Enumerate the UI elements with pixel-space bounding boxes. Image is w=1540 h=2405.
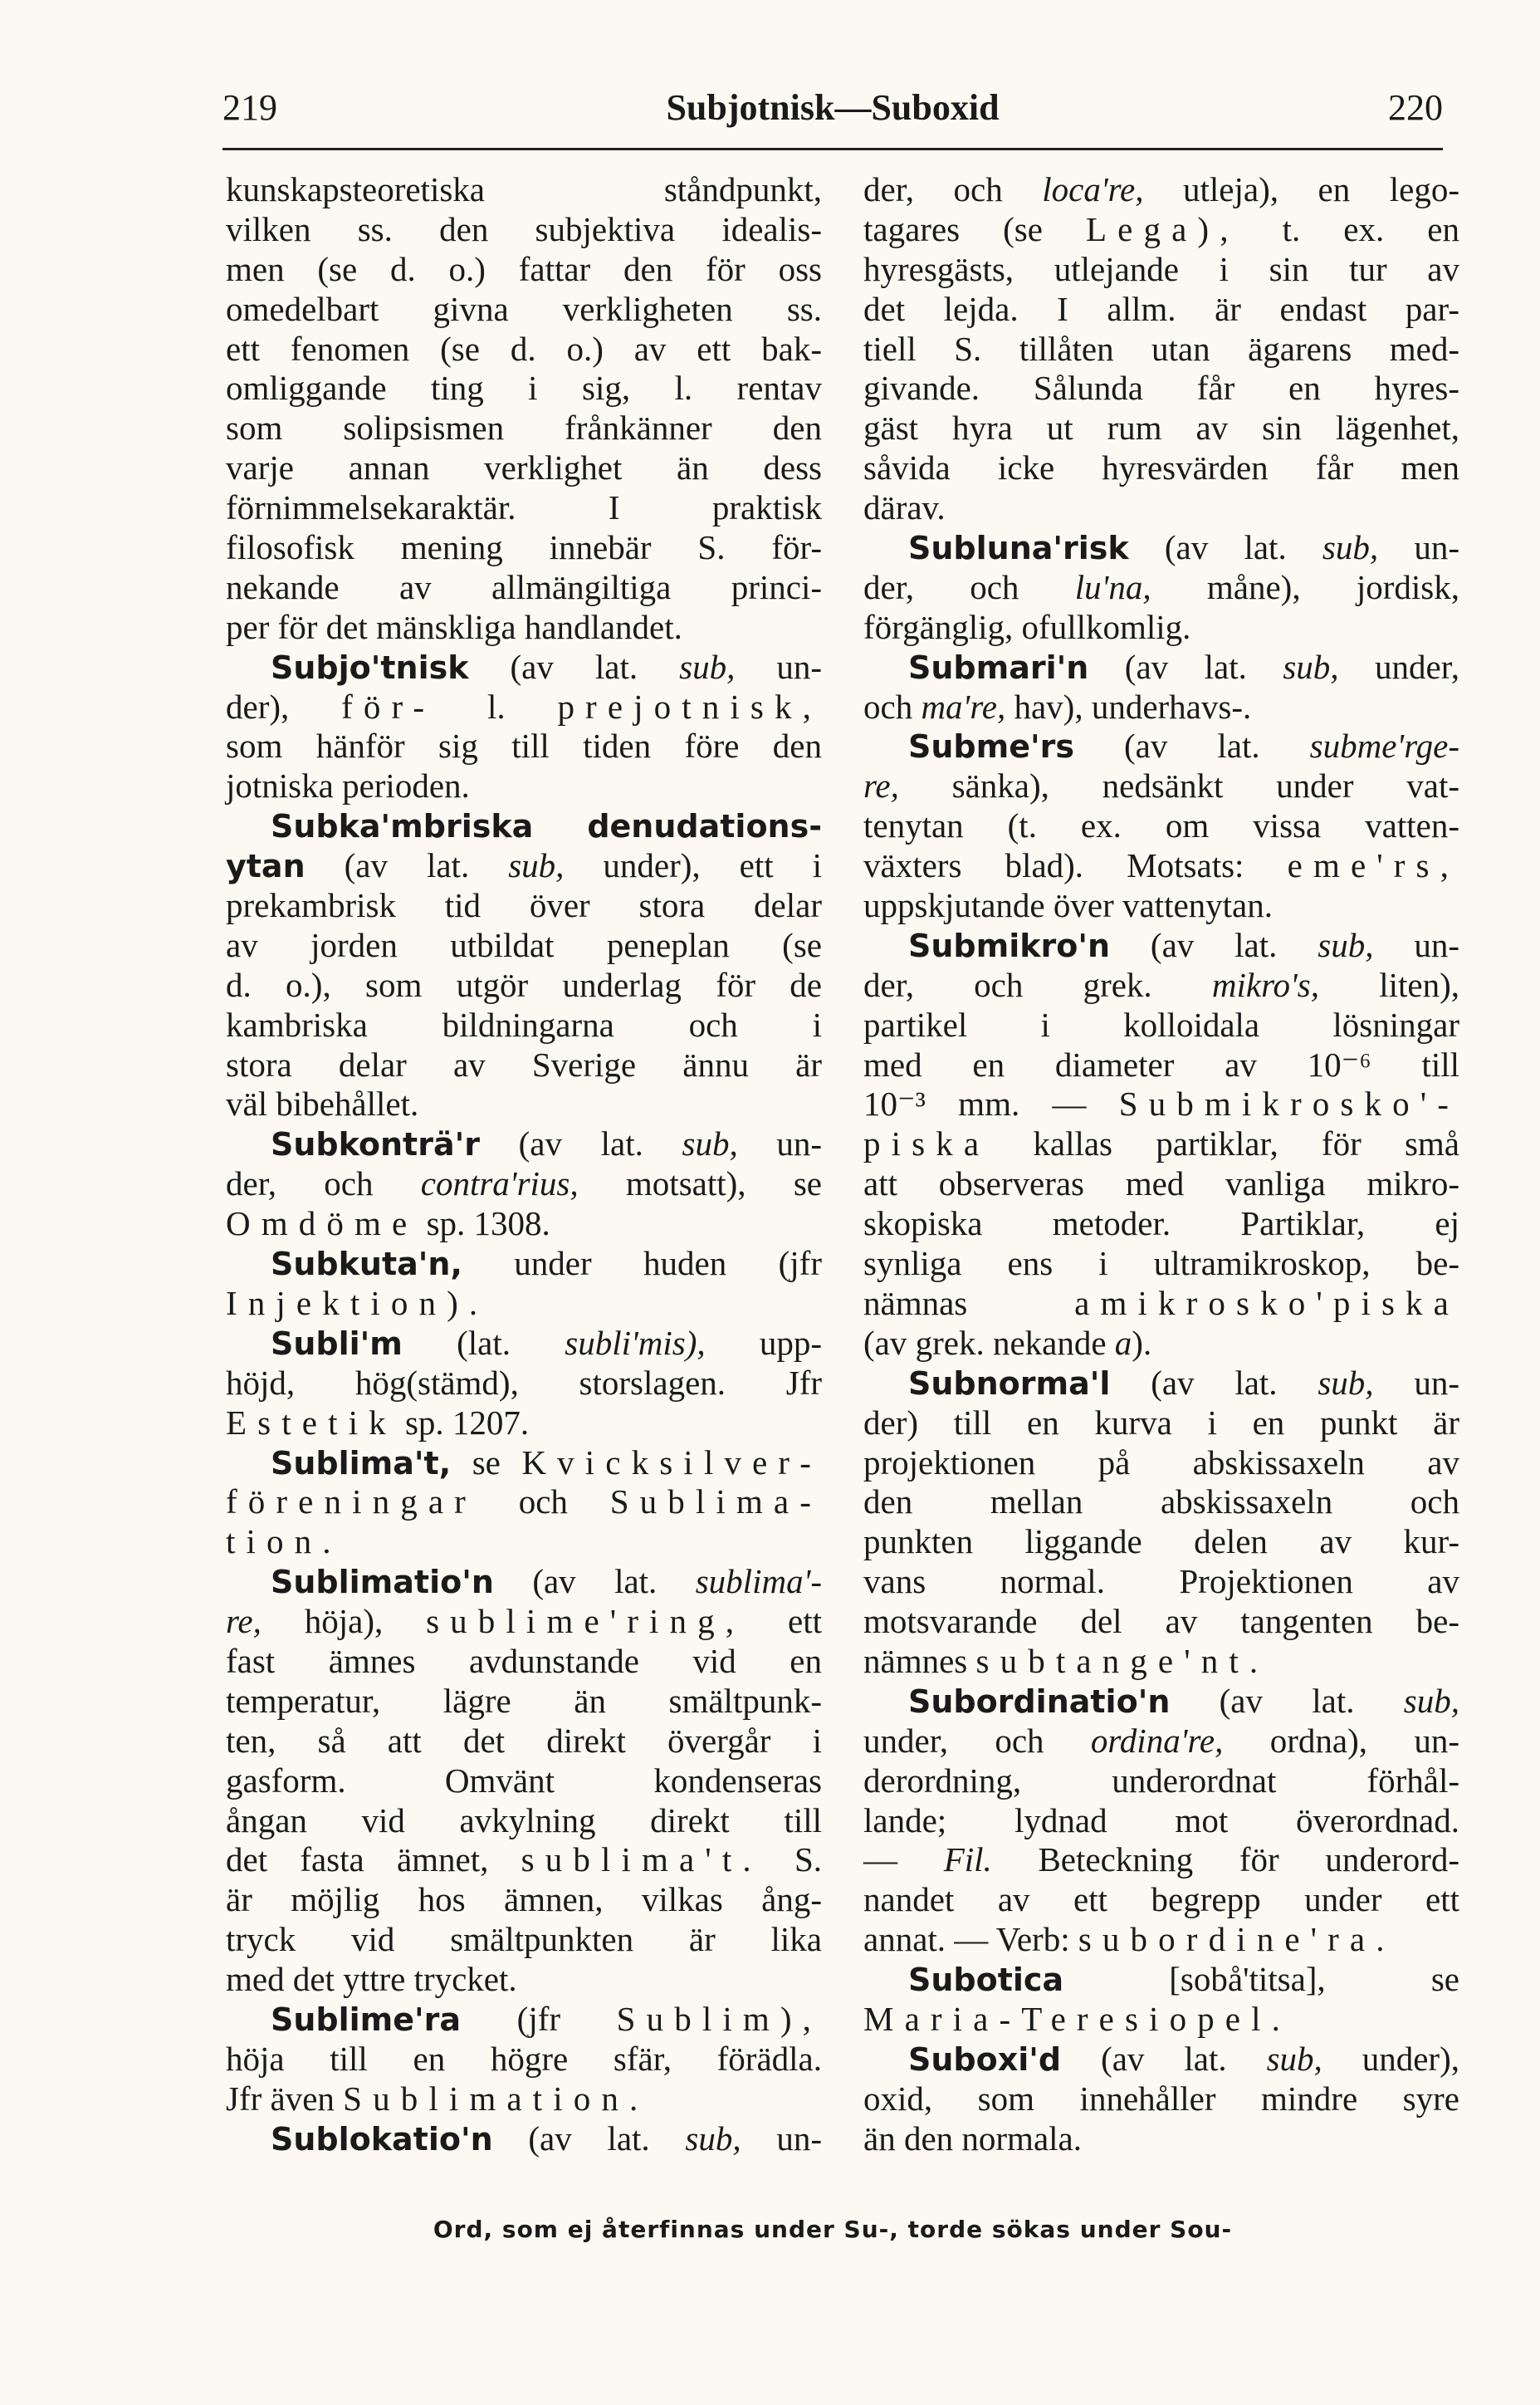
body-text: (av lat. — [305, 846, 509, 885]
spaced-reference: Estetik — [226, 1403, 397, 1442]
body-text: höjd, hög(stämd), storslagen. Jfr — [226, 1363, 822, 1402]
italic-text: sub, — [1283, 647, 1339, 686]
body-text: — — [863, 1840, 944, 1879]
spaced-reference: Injektion). — [226, 1283, 489, 1322]
headword: Subka'mbriska denudations- — [271, 808, 822, 845]
text-line — [863, 2079, 1459, 2119]
body-text: är möjlig hos ämnen, vilkas ång- — [226, 1880, 822, 1919]
italic-text: ordina're, — [1090, 1721, 1224, 1760]
text-line — [226, 1840, 822, 1880]
spaced-reference: Maria-Teresiopel. — [863, 1999, 1292, 2038]
headword: Subjo'tnisk — [271, 649, 469, 686]
entry-headword-line — [863, 1682, 1459, 1722]
body-text: S. — [761, 1840, 822, 1879]
text-line — [863, 1602, 1459, 1642]
body-text: derordning, underordnat förhål- — [863, 1761, 1459, 1800]
text-line — [226, 1006, 822, 1046]
text-line — [863, 1840, 1459, 1880]
text-line — [863, 170, 1459, 210]
body-text: under), — [1322, 2039, 1459, 2078]
body-text: kunskapsteoretiska ståndpunkt, — [226, 170, 822, 208]
text-line — [863, 846, 1459, 886]
text-line — [226, 1364, 822, 1403]
body-text: såvida icke hyresvärden får men — [863, 448, 1459, 487]
body-text: sp. 1207. — [396, 1403, 530, 1442]
body-text: växters blad). Motsats: — [863, 846, 1288, 885]
body-text: under huden (jfr — [462, 1244, 822, 1283]
body-text: tagares (se — [863, 209, 1086, 248]
body-text: tryck vid smältpunkten är lika — [226, 1920, 822, 1959]
text-line — [863, 1801, 1459, 1841]
entry-headword-line — [863, 926, 1459, 966]
text-line — [226, 170, 822, 210]
text-line — [863, 767, 1459, 806]
headword: ytan — [226, 848, 306, 885]
text-line — [226, 330, 822, 370]
italic-text: re, — [226, 1602, 262, 1641]
spaced-reference: sublima't. — [521, 1840, 762, 1879]
spaced-reference: Sublim), — [616, 1999, 822, 2038]
entry-headword-line — [226, 648, 822, 688]
text-line — [226, 886, 822, 926]
body-text: der, och — [863, 567, 1075, 606]
spaced-reference: sublime'ring, — [426, 1602, 746, 1641]
text-line — [863, 1722, 1459, 1761]
body-text: ångan vid avkylning direkt till — [226, 1800, 822, 1839]
body-text: un- — [735, 647, 822, 686]
text-line — [863, 1046, 1459, 1085]
body-text: det fasta ämnet, — [226, 1840, 521, 1879]
text-line — [863, 568, 1459, 608]
headword: Subotica — [908, 1962, 1064, 1999]
body-text: sp. 1308. — [418, 1204, 550, 1243]
body-text: annat. — Verb: — [863, 1920, 1078, 1959]
text-line — [863, 1920, 1459, 1960]
body-text: med en diameter av 10⁻⁶ till — [863, 1045, 1459, 1084]
text-line — [863, 448, 1459, 488]
entry-headword-line — [226, 1124, 822, 1164]
text-line — [863, 886, 1459, 926]
body-text: omliggande ting i sig, l. rentav — [226, 369, 822, 408]
body-text: varje annan verklighet än dess — [226, 448, 822, 487]
text-line — [863, 1562, 1459, 1602]
spaced-reference: föreningar — [226, 1482, 477, 1521]
text-line — [863, 369, 1459, 409]
body-text: se — [451, 1443, 522, 1482]
entry-headword-line — [226, 1244, 822, 1284]
body-text: kambriska bildningarna och i — [226, 1005, 822, 1044]
body-text: som solipsismen frånkänner den — [226, 409, 822, 448]
entry-headword-line — [863, 648, 1459, 688]
headword: Subme'rs — [908, 728, 1074, 766]
body-text: (av lat. — [1128, 528, 1322, 567]
spaced-reference: piska — [863, 1124, 990, 1163]
body-text: temperatur, lägre än smältpunk- — [226, 1681, 822, 1720]
body-text: och — [476, 1482, 610, 1521]
text-line — [226, 1801, 822, 1841]
page-header — [222, 83, 1443, 149]
text-line — [226, 250, 822, 290]
text-line — [226, 767, 822, 806]
body-text: stora delar av Sverige ännu är — [226, 1045, 822, 1084]
body-text: skopiska metoder. Partiklar, ej — [863, 1204, 1459, 1243]
body-text: Jfr även — [226, 2079, 344, 2118]
text-line — [226, 568, 822, 608]
body-text: der), — [226, 687, 342, 726]
text-line — [226, 369, 822, 409]
body-text: som hänför sig till tiden före den — [226, 727, 822, 766]
left-page-number: 219 — [222, 87, 277, 128]
headword: Submikro'n — [908, 927, 1111, 964]
text-line — [863, 1642, 1459, 1682]
text-line — [226, 688, 822, 727]
text-line — [863, 2000, 1459, 2040]
headword: Subnorma'l — [908, 1364, 1111, 1402]
body-text: under), ett i — [564, 846, 822, 885]
text-line — [863, 1284, 1459, 1324]
italic-text: sub, — [1322, 528, 1379, 567]
body-text: (av lat. — [1110, 925, 1318, 964]
text-line — [226, 1522, 822, 1562]
body-text: der) till en kurva i en punkt är — [863, 1403, 1459, 1442]
body-text: väl bibehållet. — [226, 1085, 419, 1124]
text-line — [863, 488, 1459, 528]
text-line — [226, 1642, 822, 1682]
body-text: punkten liggande delen av kur- — [863, 1522, 1459, 1561]
text-line — [226, 1164, 822, 1204]
body-text: och — [863, 687, 922, 726]
spaced-reference: subordine'ra. — [1078, 1920, 1396, 1959]
body-text: hyresgästs, utlejande i sin tur av — [863, 249, 1459, 288]
text-line — [226, 1602, 822, 1642]
text-line — [863, 1324, 1459, 1364]
italic-text: re, — [863, 767, 899, 806]
entry-headword-line — [226, 846, 822, 886]
body-text: gäst hyra ut rum av sin lägenhet, — [863, 409, 1459, 448]
text-line — [863, 1761, 1459, 1801]
italic-text: sub, — [508, 846, 565, 885]
text-line — [226, 448, 822, 488]
running-title: Subjotnisk—Suboxid — [666, 87, 1000, 128]
body-text: d. o.), som utgör underlag för de — [226, 965, 822, 1004]
body-text: (av lat. — [468, 647, 680, 686]
body-text: per för det mänskliga handlandet. — [226, 607, 682, 646]
body-text: oxid, som innehåller mindre syre — [863, 2079, 1459, 2118]
text-line — [226, 1482, 822, 1522]
text-line — [226, 290, 822, 330]
headword: Sublime'ra — [271, 2001, 462, 2038]
body-text: därav. — [863, 488, 946, 527]
body-text: synliga ens i ultramikroskop, be- — [863, 1244, 1459, 1283]
headword: Subli'm — [271, 1325, 403, 1362]
entry-headword-line — [863, 528, 1459, 568]
body-text: fast ämnes avdunstande vid en — [226, 1641, 822, 1680]
text-line — [226, 1046, 822, 1085]
entry-headword-line — [863, 1960, 1459, 2000]
body-text: (av lat. — [1110, 1363, 1318, 1402]
spaced-reference: Sublimation. — [343, 2079, 649, 2118]
italic-text: subli'mis), — [565, 1323, 706, 1362]
entry-headword-line — [226, 1562, 822, 1602]
body-text: måne), jordisk, — [1151, 567, 1459, 606]
body-text: nekande av allmängiltiga princi- — [226, 567, 822, 606]
body-text: Beteckning för underord- — [991, 1840, 1460, 1879]
body-text: l. — [435, 687, 558, 726]
body-text: ordna), un- — [1223, 1721, 1459, 1760]
body-text: filosofisk mening innebär S. för- — [226, 528, 822, 567]
text-line — [863, 1006, 1459, 1046]
entry-headword-line — [226, 2000, 822, 2040]
body-text: det lejda. I allm. är endast par- — [863, 289, 1459, 328]
text-line — [226, 488, 822, 528]
body-text: uppskjutande över vattenytan. — [863, 886, 1274, 925]
text-line — [226, 727, 822, 767]
footer-note: Ord, som ej återfinnas under Su-, torde sökas under Sou- — [433, 2216, 1233, 2243]
text-line — [226, 1880, 822, 1920]
body-text: upp- — [705, 1323, 823, 1362]
body-text: (av lat. — [493, 1562, 696, 1601]
text-line — [226, 1920, 822, 1960]
body-text: förnimmelsekaraktär. I praktisk — [226, 488, 822, 527]
body-text: med det yttre trycket. — [226, 1960, 517, 1999]
body-text: hav), underhavs-. — [1005, 687, 1252, 726]
body-text: kallas partiklar, för små — [990, 1124, 1459, 1163]
body-text: (lat. — [402, 1323, 565, 1362]
text-line — [226, 2040, 822, 2079]
text-line — [863, 1164, 1459, 1204]
spaced-reference: Kvicksilver- — [521, 1443, 822, 1482]
left-column — [226, 170, 822, 2159]
spaced-reference: för- — [341, 687, 436, 726]
text-line — [863, 1880, 1459, 1920]
italic-text: sub, — [679, 647, 736, 686]
text-line — [863, 688, 1459, 727]
body-text: ett — [745, 1602, 823, 1641]
text-line — [863, 1244, 1459, 1284]
text-line — [863, 608, 1459, 648]
text-line — [226, 210, 822, 250]
entry-headword-line — [226, 1443, 822, 1483]
text-line — [863, 1522, 1459, 1562]
text-line — [226, 1722, 822, 1761]
entry-headword-line — [863, 1364, 1459, 1403]
headword: Sublima't, — [271, 1444, 452, 1482]
italic-text: sub, — [1318, 925, 1374, 964]
body-text: ett fenomen (se d. o.) av ett bak- — [226, 329, 822, 368]
text-line — [863, 1443, 1459, 1483]
body-text: un- — [1378, 528, 1459, 567]
text-line — [863, 250, 1459, 290]
text-line — [863, 1204, 1459, 1244]
body-text: förgänglig, ofullkomlig. — [863, 607, 1191, 646]
headword: Sublimatio'n — [271, 1564, 494, 1601]
body-text: der, och — [863, 170, 1043, 208]
body-text: un- — [737, 1124, 822, 1163]
body-text: motsvarande del av tangenten be- — [863, 1602, 1459, 1641]
italic-text: a — [1114, 1323, 1132, 1362]
body-text: höja), — [261, 1602, 427, 1641]
body-text: under, och — [863, 1721, 1091, 1760]
spaced-reference: Lega), — [1086, 209, 1239, 248]
body-text: den mellan abskissaxeln och — [863, 1482, 1459, 1521]
body-text: un- — [741, 2118, 822, 2158]
body-text: un- — [1373, 925, 1459, 964]
spaced-reference: eme'rs, — [1287, 846, 1459, 885]
spaced-reference: Omdöme — [226, 1204, 418, 1243]
text-line — [226, 1682, 822, 1722]
text-line — [226, 2079, 822, 2119]
italic-text: sub, — [682, 1124, 738, 1163]
body-text: der, och grek. — [863, 965, 1212, 1004]
body-text: än den normala. — [863, 2118, 1082, 2158]
spaced-reference: tion. — [226, 1522, 342, 1561]
text-line — [863, 2119, 1459, 2159]
body-text: lande; lydnad mot överordnad. — [863, 1800, 1459, 1839]
headword: Subluna'risk — [908, 530, 1129, 567]
text-line — [863, 409, 1459, 448]
body-text: un- — [1373, 1363, 1459, 1402]
text-line — [226, 608, 822, 648]
italic-text: contra'rius, — [420, 1164, 579, 1203]
body-text: (av lat. — [1088, 647, 1283, 686]
text-line — [863, 966, 1459, 1006]
italic-text: loca're, — [1042, 170, 1144, 208]
text-line — [226, 409, 822, 448]
body-text: prekambrisk tid över stora delar — [226, 886, 822, 925]
entry-headword-line — [226, 1324, 822, 1364]
body-text: motsatt), se — [578, 1164, 822, 1203]
text-line — [226, 966, 822, 1006]
body-text: projektionen på abskissaxeln av — [863, 1443, 1459, 1482]
body-text: givande. Sålunda får en hyres- — [863, 369, 1459, 408]
body-text: nämnes — [863, 1641, 976, 1680]
body-text: under, — [1338, 647, 1459, 686]
entry-headword-line — [863, 727, 1459, 767]
body-text: (av grek. nekande — [863, 1323, 1115, 1362]
text-line — [863, 806, 1459, 846]
text-line — [863, 290, 1459, 330]
body-text: tenytan (t. ex. om vissa vatten- — [863, 806, 1459, 845]
body-text: utleja), en lego- — [1143, 170, 1459, 208]
italic-text: sub, — [685, 2118, 741, 2158]
spaced-reference: Sublima- — [609, 1482, 822, 1521]
body-text: t. ex. en — [1239, 209, 1459, 248]
italic-text: Fil. — [943, 1840, 992, 1879]
italic-text: mikro's, — [1211, 965, 1320, 1004]
headword: Submari'n — [908, 649, 1089, 686]
right-page-number: 220 — [1388, 87, 1443, 128]
text-line — [863, 330, 1459, 370]
body-text: ). — [1132, 1323, 1152, 1362]
body-text: (av lat. — [1170, 1681, 1404, 1720]
text-line — [226, 1761, 822, 1801]
text-line — [226, 1204, 822, 1244]
text-line — [226, 1085, 822, 1124]
text-line — [863, 210, 1459, 250]
body-text: höja till en högre sfär, förädla. — [226, 2039, 822, 2078]
headword: Subordinatio'n — [908, 1683, 1171, 1720]
body-text: omedelbart givna verkligheten ss. — [226, 289, 822, 328]
body-text: gasform. Omvänt kondenseras — [226, 1761, 822, 1800]
body-text: vilken ss. den subjektiva idealis- — [226, 209, 822, 248]
body-text: sänka), nedsänkt under vat- — [898, 767, 1459, 806]
body-text: (av lat. — [492, 2118, 686, 2158]
text-line — [863, 1124, 1459, 1164]
text-line — [863, 1482, 1459, 1522]
headword: Subkonträ'r — [271, 1126, 480, 1163]
body-text: liten), — [1319, 965, 1460, 1004]
entry-headword-line — [226, 806, 822, 846]
entry-headword-line — [226, 2119, 822, 2159]
text-line — [863, 1403, 1459, 1443]
headword: Subkuta'n, — [271, 1246, 462, 1283]
body-text: partikel i kolloidala lösningar — [863, 1005, 1459, 1044]
body-text: der, och — [226, 1164, 421, 1203]
italic-text: subme'rge- — [1309, 727, 1459, 766]
italic-text: sub, — [1318, 1363, 1374, 1402]
text-line — [226, 1960, 822, 2000]
body-text: men (se d. o.) fattar den för oss — [226, 249, 822, 288]
headword: Sublokatio'n — [271, 2120, 493, 2158]
right-column — [863, 170, 1459, 2159]
text-line — [226, 1403, 822, 1443]
spaced-reference: Submikrosko'- — [1118, 1085, 1459, 1124]
body-text: tiell S. tillåten utan ägarens med- — [863, 329, 1459, 368]
italic-text: lu'na, — [1074, 567, 1151, 606]
spaced-reference: prejotnisk, — [557, 687, 822, 726]
text-line — [863, 1085, 1459, 1124]
body-text: [sobå'titsa], se — [1063, 1960, 1459, 1999]
italic-text: sublima'- — [695, 1562, 822, 1601]
body-text: ten, så att det direkt övergår i — [226, 1721, 822, 1760]
body-text: (av lat. — [1061, 2039, 1267, 2078]
text-line — [226, 528, 822, 568]
headword: Suboxi'd — [908, 2040, 1062, 2078]
text-line — [226, 926, 822, 966]
body-text: 10⁻³ mm. — — [863, 1085, 1119, 1124]
body-text: (av lat. — [1073, 727, 1310, 766]
italic-text: sub, — [1403, 1681, 1459, 1720]
italic-text: ma're, — [921, 687, 1006, 726]
body-text: nandet av ett begrepp under ett — [863, 1880, 1459, 1919]
body-text: (av lat. — [479, 1124, 682, 1163]
italic-text: sub, — [1266, 2039, 1322, 2078]
entry-headword-line — [863, 2040, 1459, 2079]
body-text: jotniska perioden. — [226, 767, 470, 806]
body-text: av jorden utbildat peneplan (se — [226, 925, 822, 964]
text-line — [226, 1284, 822, 1324]
body-text: att observeras med vanliga mikro- — [863, 1164, 1459, 1203]
body-text: nämnas — [863, 1283, 1075, 1322]
spaced-reference: subtange'nt. — [975, 1641, 1269, 1680]
spaced-reference: amikrosko'piska — [1074, 1283, 1459, 1322]
body-text: (jfr — [461, 1999, 617, 2038]
header-rule — [222, 148, 1443, 150]
body-text: vans normal. Projektionen av — [863, 1562, 1459, 1601]
